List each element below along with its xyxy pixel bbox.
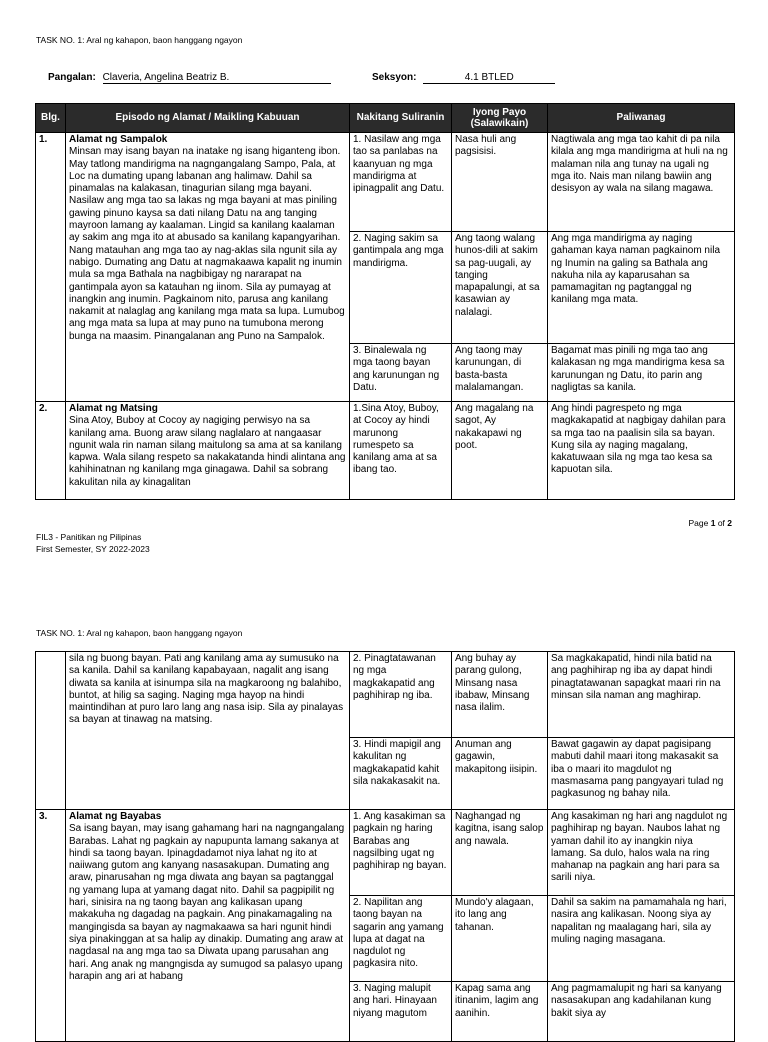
entry-num: 3.: [36, 810, 66, 1042]
table-row: [36, 133, 735, 232]
table-row: [36, 402, 735, 500]
explain-cell: Ang pagmamalupit ng hari sa kanyang nasasakupan ang kadahilanan kung bakit siya ay: [548, 982, 735, 1042]
task-label-page2: TASK NO. 1: Aral ng kahapon, baon hanggang ngayon: [36, 628, 243, 638]
table-row: [36, 810, 735, 896]
section-row: [372, 72, 555, 84]
legend-table-page1: [35, 103, 735, 500]
explain-cell: Bawat gagawin ay dapat pagisipang mabuti dahil maari itong makasakit sa iba o maari ito magdulot ng masmasama pang pangyayari tulad ng pagkasunog ng bahay nila.: [548, 738, 735, 810]
advice-cell: Ang taong may karunungan, di basta-basta malalamangan.: [452, 344, 548, 402]
problem-cell: 3. Hindi mapigil ang kakulitan ng magkakapatid kahit sila nakakasakit na.: [350, 738, 452, 810]
section-value: 4.1 BTLED: [423, 72, 555, 84]
entry-num: 2.: [36, 402, 66, 500]
advice-cell: Kapag sama ang itinanim, lagim ang aanihin.: [452, 982, 548, 1042]
advice-cell: Mundo'y alagaan, ito lang ang tahanan.: [452, 896, 548, 982]
entry-text: Sa isang bayan, may isang gahamang hari na nagngangalang Barabas. Lahat ng pagkain ay napupunta lamang sakanya at hindi sa taong bayan. Ipinagdadamot niya lahat ng ito at naiiwang gutom ang kanyang nasasakupan. Dumating ang araw, pinarusahan ng mga diwata ang bayan sa pagtanggal ng yamang lupa at yamang dagat nito. Dahil sa pagpipilit ng hari, sinisira na ng taong bayan ang kalikasan upang makakuha ng dagadag na pagkain. Ang pinakamagaling na mangingisda sa bayan ay nagmakaawa sa hari ngunit hindi siya pinakinggan at sa halip ay dinakip. Dumating ang araw at nagdasal na ang mga tao sa Diwata upang parusahan ang hari. Ang anak ng mangngisda ay sumugod sa palasyo upang harapin ang ari at habang: [69, 823, 345, 982]
task-label: TASK NO. 1: Aral ng kahapon, baon hanggang ngayon: [36, 35, 243, 45]
entry-num: 1.: [36, 133, 66, 402]
explain-cell: Ang mga mandirigma ay naging gahaman kaya naman pagkainom nila ng Inumin na galing sa Bathala ang nakuha nila ay kaparusahan sa pamamagitan ng pagtanggal ng kanilang mga mata.: [548, 232, 735, 344]
footer-course: FIL3 - Panitikan ng Pilipinas: [36, 532, 142, 542]
footer-semester: First Semester, SY 2022-2023: [36, 544, 150, 554]
entry-summary-continued: sila ng buong bayan. Pati ang kanilang ama ay sumusuko na sa kanila. Dahil sa kanilang kapabayaan, nagalit ang isang diwata sa kanila at isinumpa sila na magkaroong ng balahibo, buntot, at hilig sa saging. Naging mga hayop na hindi maintindihan at puro laro lang ang nasa isip. Sila ay pinalayas sa bayan at tinawag na matsing.: [66, 652, 350, 810]
advice-cell: Ang magalang na sagot, Ay nakakapawi ng poot.: [452, 402, 548, 500]
entry-text: Minsan may isang bayan na inatake ng isang higanteng ibon. May tatlong mandirigma na nagngangalang Sampo, Pala, at Loc na dumating upang labanan ang halimaw. Dahil sa pinamalas na kalakasan, tinagurian silang mga bayani. Nasilaw ang mga tao sa lakas ng mga bayani at mas piniling gawing pinuno kaysa sa dati nilang Datu na ang tanging mayroon lamang ay kaalaman. Lingid sa kanilang kaalaman ay sakim ang mga ito at abusado sa kanilang kapangyarihan. Nang matauhan ang mga tao ay nag-aklas sila ngunit sila ay nabigo. Dumating ang Datu at nagmakaawa kapalit ng inumin mula sa mga Bathala na nagbibigay ng nararapat na gantimpala ayon sa katauhan ng iinom. Sila ay pumayag at inangkin ang inumin. Pagkainom nito, parusa ang kanilang nakamit at nalaglag ang kanilang mga mata sa lupa. Lumubog ang mga mata sa lupa at may puno na tumubona merong bunga na maasim. Pinangalanan ang Puno na Sampalok.: [69, 146, 345, 342]
section-label: Seksyon:: [372, 72, 417, 83]
header-problem: Nakitang Suliranin: [350, 104, 452, 133]
name-label: Pangalan:: [48, 72, 96, 83]
header-advice: Iyong Payo (Salawikain): [452, 104, 548, 133]
explain-cell: Bagamat mas pinili ng mga tao ang kalakasan ng mga mandirigma kesa sa karunungan ng Datu, ito parin ang nagligtas sa kanila.: [548, 344, 735, 402]
name-value: Claveria, Angelina Beatriz B.: [103, 72, 331, 84]
problem-cell: 2. Naging sakim sa gantimpala ang mga mandirigma.: [350, 232, 452, 344]
problem-cell: 1. Nasilaw ang mga tao sa panlabas na kaanyuan ng mga mandirigma at ipinagpalit ang Datu.: [350, 133, 452, 232]
header-explain: Paliwanag: [548, 104, 735, 133]
entry-num: [36, 652, 66, 810]
explain-cell: Dahil sa sakim na pamamahala ng hari, nasira ang kalikasan. Noong siya ay napalitan ng maalagang hari, sila ay muling naging masagana.: [548, 896, 735, 982]
header-episode: Episodo ng Alamat / Maikling Kabuuan: [66, 104, 350, 133]
table-row: [36, 652, 735, 738]
name-row: [48, 72, 331, 84]
advice-cell: Ang buhay ay parang gulong, Minsang nasa ibabaw, Minsang nasa ilalim.: [452, 652, 548, 738]
entry-text: Sina Atoy, Buboy at Cocoy ay nagiging perwisyo na sa kanilang ama. Buong araw silang naglalaro at nangaasar ngunit wala rin naman silang maitulong sa ama at sa kanilang kapwa. Wala silang respeto sa nakakatanda hindi alintana ang kahihinatnan ng kanilang mga ginagawa. Dahil sa sobrang kakulitan nila ay kinagalitan: [69, 415, 346, 488]
explain-cell: Ang hindi pagrespeto ng mga magkakapatid at nagbigay dahilan para sa mga tao na paalisin sila sa bayan. Kung sila ay naging magalang, kakatuwaan sila ng mga tao kesa sa kapuotan sila.: [548, 402, 735, 500]
explain-cell: Nagtiwala ang mga tao kahit di pa nila kilala ang mga mandirigma at huli na ng malaman nila ang tunay na ugali ng mga ito. Nais man nilang bawiin ang desisyon ay wala na silang magawa.: [548, 133, 735, 232]
explain-cell: Sa magkakapatid, hindi nila batid na ang paghihirap ng iba ay dapat hindi pinagtatawanan sapagkat maari rin na minsan sila naman ang maghirap.: [548, 652, 735, 738]
entry-summary: [66, 402, 350, 500]
entry-title: Alamat ng Matsing: [69, 403, 158, 414]
problem-cell: 1. Ang kasakiman sa pagkain ng haring Barabas ang nagsilbing ugat ng paghihirap ng bayan.: [350, 810, 452, 896]
problem-cell: 2. Pinagtatawanan ng mga magkakapatid ang paghihirap ng iba.: [350, 652, 452, 738]
entry-summary: [66, 810, 350, 1042]
advice-cell: Naghangad ng kagitna, isang salop ang nawala.: [452, 810, 548, 896]
advice-cell: Anuman ang gagawin, makapitong iisipin.: [452, 738, 548, 810]
problem-cell: 1.Sina Atoy, Buboy, at Cocoy ay hindi marunong rumespeto sa kanilang ama at sa ibang tao.: [350, 402, 452, 500]
advice-cell: Nasa huli ang pagsisisi.: [452, 133, 548, 232]
header-num: Blg.: [36, 104, 66, 133]
legend-table-page2: [35, 651, 735, 1042]
problem-cell: 3. Naging malupit ang hari. Hinayaan niyang magutom: [350, 982, 452, 1042]
problem-cell: 3. Binalewala ng mga taong bayan ang karunungan ng Datu.: [350, 344, 452, 402]
entry-summary: [66, 133, 350, 402]
entry-title: Alamat ng Sampalok: [69, 134, 168, 145]
advice-cell: Ang taong walang hunos-dili at sakim sa pag-uugali, ay tanging mapapalungi, at sa kasawian ay nalalagi.: [452, 232, 548, 344]
explain-cell: Ang kasakiman ng hari ang nagdulot ng paghihirap ng bayan. Naubos lahat ng yaman dahil ito ay inangkin niya lamang. Sa dulo, halos wala na ring mahanap na pagkain ang hari para sa sarili niya.: [548, 810, 735, 896]
problem-cell: 2. Napilitan ang taong bayan na sagarin ang yamang lupa at dagat na nagdulot ng pagkasira nito.: [350, 896, 452, 982]
page-number: Page 1 of 2: [688, 518, 732, 528]
entry-title: Alamat ng Bayabas: [69, 811, 162, 822]
